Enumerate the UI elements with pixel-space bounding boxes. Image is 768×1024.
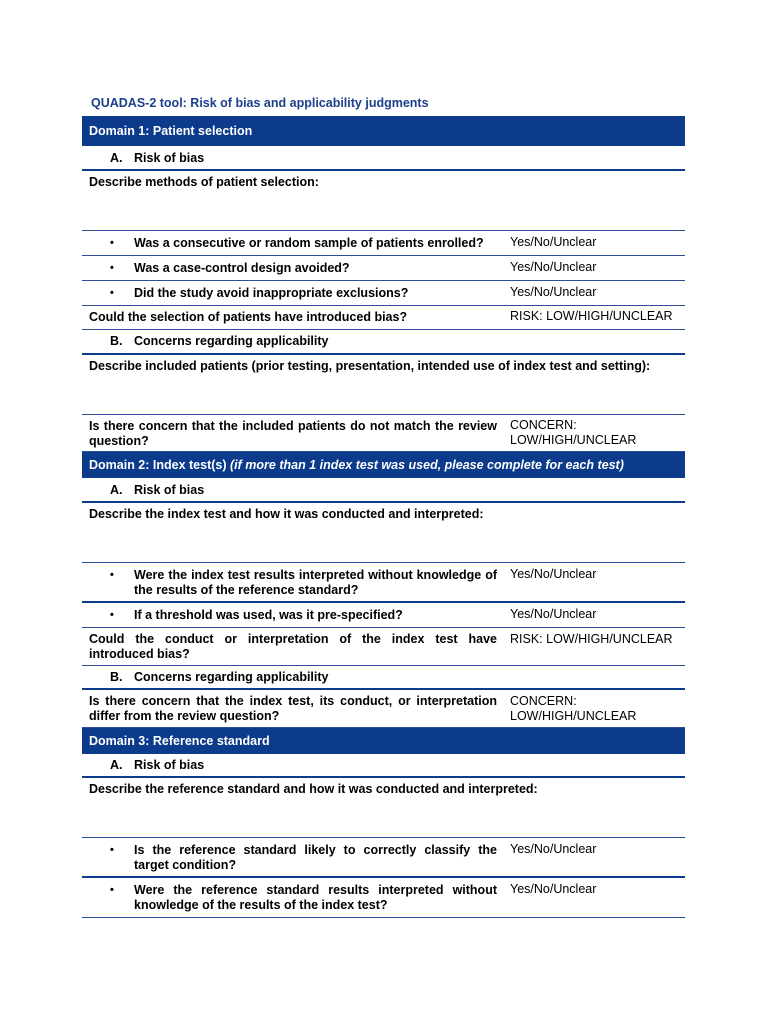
section-title: Concerns regarding applicability — [134, 670, 329, 684]
describe-prompt: Describe methods of patient selection: — [89, 175, 319, 189]
concern-answer[interactable] — [510, 694, 636, 724]
answer-options[interactable]: Yes/No/Unclear — [510, 842, 597, 856]
concern-question: Is there concern that the included patients do not match the review question? — [89, 419, 497, 448]
domain-3-risk-of-bias-row — [82, 754, 685, 778]
describe-prompt: Describe the reference standard and how it was conducted and interpreted: — [89, 782, 538, 796]
section-label: B. — [110, 670, 123, 684]
signalling-question: Was a consecutive or random sample of patients enrolled? — [134, 236, 484, 250]
section-title: Risk of bias — [134, 151, 205, 165]
domain-1-risk-of-bias-row — [82, 146, 685, 171]
concern-options: LOW/HIGH/UNCLEAR — [510, 709, 637, 723]
concern-label: CONCERN: — [510, 418, 577, 432]
bullet-icon: • — [110, 287, 114, 299]
signalling-question: Was a case-control design avoided? — [134, 261, 350, 275]
domain-3-describe-row — [82, 778, 685, 838]
concern-row — [82, 690, 685, 728]
answer-options[interactable]: Yes/No/Unclear — [510, 607, 597, 621]
risk-answer[interactable]: RISK: LOW/HIGH/UNCLEAR — [510, 632, 673, 646]
describe-prompt: Describe included patients (prior testing, presentation, intended use of index test and setting): — [89, 359, 651, 373]
section-label: B. — [110, 334, 123, 348]
answer-options[interactable]: Yes/No/Unclear — [510, 285, 597, 299]
section-label: A. — [110, 151, 123, 165]
domain-3-header — [82, 728, 685, 754]
domain-2-header — [82, 452, 685, 478]
signalling-question-row — [82, 838, 685, 878]
risk-judgement-row — [82, 306, 685, 330]
bullet-icon: • — [110, 884, 114, 896]
concern-label: CONCERN: — [510, 694, 577, 708]
domain-2-heading-note: (if more than 1 index test was used, please complete for each test) — [230, 458, 624, 472]
section-title: Risk of bias — [134, 483, 205, 497]
risk-question: Could the selection of patients have introduced bias? — [89, 310, 408, 324]
bullet-icon: • — [110, 569, 114, 581]
signalling-question-row — [82, 878, 685, 918]
signalling-question-row — [82, 603, 685, 628]
section-label: A. — [110, 483, 123, 497]
signalling-question: Is the reference standard likely to correctly classify the target condition? — [134, 843, 497, 872]
domain-1-applicability-row — [82, 330, 685, 355]
domain-2-heading: Domain 2: Index test(s) — [89, 458, 227, 472]
domain-3-heading: Domain 3: Reference standard — [89, 734, 270, 748]
section-label: A. — [110, 758, 123, 772]
domain-2-describe-row — [82, 503, 685, 563]
concern-question: Is there concern that the index test, its conduct, or interpretation differ from the review question? — [89, 694, 497, 723]
answer-options[interactable]: Yes/No/Unclear — [510, 235, 597, 249]
domain-1-header — [82, 116, 685, 146]
bullet-icon: • — [110, 262, 114, 274]
answer-options[interactable]: Yes/No/Unclear — [510, 882, 597, 896]
applicability-describe-row — [82, 355, 685, 415]
signalling-question-row — [82, 563, 685, 603]
signalling-question: If a threshold was used, was it pre-specified? — [134, 608, 403, 622]
risk-judgement-row — [82, 628, 685, 666]
signalling-question-row — [82, 256, 685, 281]
signalling-question: Were the index test results interpreted without knowledge of the results of the reference standard? — [134, 568, 497, 597]
section-title: Risk of bias — [134, 758, 205, 772]
describe-prompt: Describe the index test and how it was conducted and interpreted: — [89, 507, 484, 521]
bullet-icon: • — [110, 237, 114, 249]
section-title: Concerns regarding applicability — [134, 334, 329, 348]
bullet-icon: • — [110, 609, 114, 621]
risk-question: Could the conduct or interpretation of the index test have introduced bias? — [89, 632, 497, 661]
domain-2-applicability-row — [82, 666, 685, 690]
answer-options[interactable]: Yes/No/Unclear — [510, 567, 597, 581]
page-title: QUADAS-2 tool: Risk of bias and applicability judgments — [91, 96, 429, 110]
answer-options[interactable]: Yes/No/Unclear — [510, 260, 597, 274]
bullet-icon: • — [110, 844, 114, 856]
concern-row — [82, 415, 685, 452]
domain-1-describe-row — [82, 171, 685, 231]
risk-answer[interactable]: RISK: LOW/HIGH/UNCLEAR — [510, 309, 673, 323]
signalling-question: Did the study avoid inappropriate exclusions? — [134, 286, 409, 300]
signalling-question: Were the reference standard results interpreted without knowledge of the results of the index test? — [134, 883, 497, 912]
concern-answer[interactable] — [510, 418, 636, 448]
domain-1-heading: Domain 1: Patient selection — [89, 124, 253, 138]
signalling-question-row — [82, 231, 685, 256]
domain-2-risk-of-bias-row — [82, 478, 685, 503]
concern-options: LOW/HIGH/UNCLEAR — [510, 433, 637, 447]
signalling-question-row — [82, 281, 685, 306]
